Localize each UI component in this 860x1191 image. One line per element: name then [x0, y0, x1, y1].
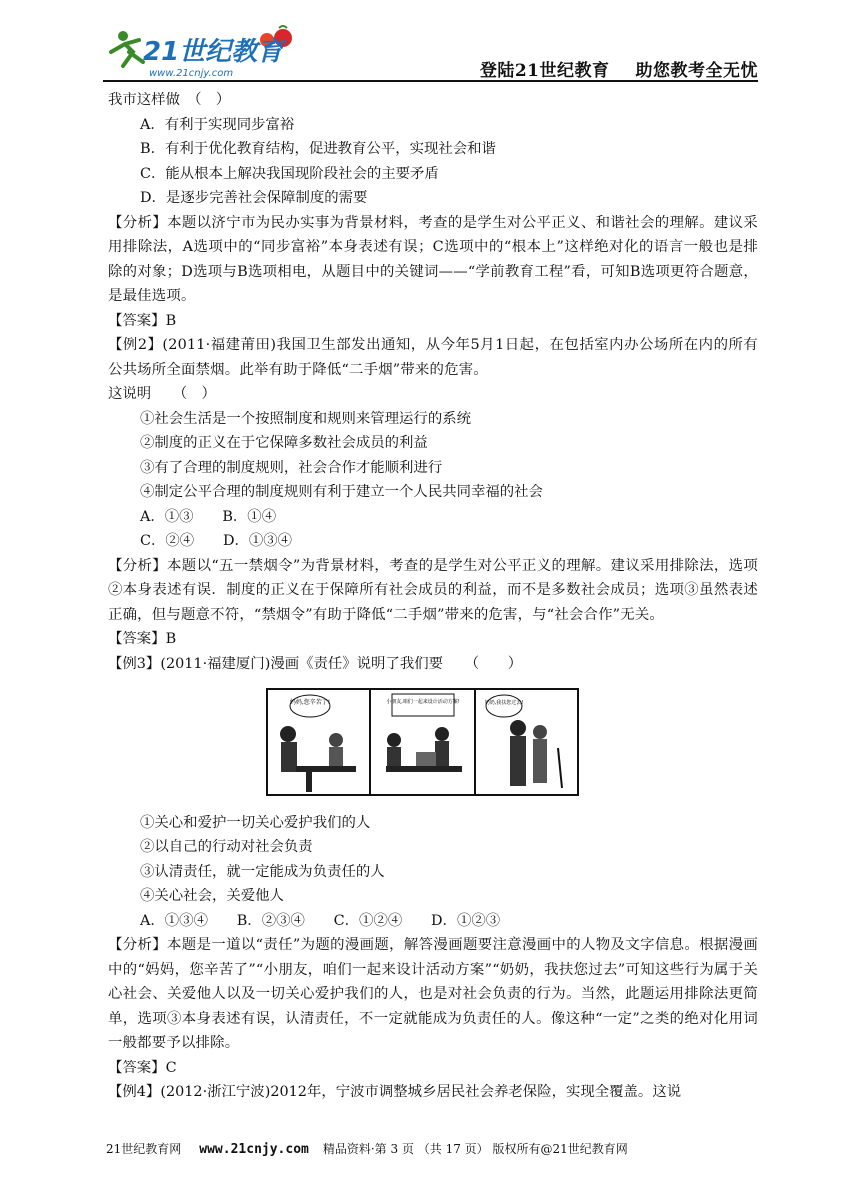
q1-option-c: C．能从根本上解决我国现阶段社会的主要矛盾	[140, 165, 439, 182]
header-slogan	[480, 56, 758, 81]
q2-stem: 【例2】(2011·福建莆田)我国卫生部发出通知，从今年5月1日起，在包括室内办公场所在内的所有公共场所全面禁烟。此举有助于降低“二手烟”带来的危害。	[108, 337, 758, 378]
q2-statement-4: ④制定公平合理的制度规则有利于建立一个人民共同幸福的社会	[140, 484, 543, 500]
slogan-motto: 助您教考全无忧	[635, 61, 758, 81]
page-footer	[106, 1140, 628, 1157]
q3-stem: 【例3】(2011·福建厦门)漫画《责任》说明了我们要 （ ）	[108, 655, 523, 672]
q1-option-b: B．有利于优化教育结构，促进教育公平，实现社会和谐	[140, 141, 496, 157]
q2-options-row-1: A．①③ B．①④	[140, 508, 277, 525]
q1-option-d: D．是逐步完善社会保障制度的需要	[140, 190, 368, 206]
slogan-login: 登陆21世纪教育	[479, 61, 610, 81]
footer-left: 21世纪教育网	[106, 1142, 182, 1156]
q1-analysis: 【分析】本题以济宁市为民办实事为背景材料，考查的是学生对公平正义、和谐社会的理解。建议采用排除法，A选项中的“同步富裕”本身表述有误；C选项中的“根本上”这样绝对化的语言一般也是排除的对象；D选项与B选项相电，从题目中的关键词——“学前教育工程”看，可知B选项更符合题意，是最佳选项。	[108, 214, 758, 304]
q3-options: A．①③④ B．②③④ C．①②④ D．①②③	[140, 912, 501, 929]
q2-options-row-2: C．②④ D．①③④	[140, 533, 293, 549]
comic-bubble-1: 妈妈,您辛苦了!	[289, 699, 331, 706]
comic-responsibility	[266, 688, 579, 796]
page-content	[108, 88, 758, 1105]
footer-right: 精品资料·第 3 页 （共 17 页） 版权所有@21世纪教育网	[322, 1142, 628, 1156]
q1-answer: 【答案】B	[108, 312, 177, 329]
q3-statement-4: ④关心社会，关爱他人	[140, 888, 284, 904]
q2-statement-3: ③有了合理的制度规则，社会合作才能顺利进行	[140, 459, 443, 476]
q2-statement-1: ①社会生活是一个按照制度和规则来管理运行的系统	[140, 410, 471, 427]
q2-statement-2: ②制度的正义在于它保障多数社会成员的利益	[140, 435, 428, 451]
q3-analysis: 【分析】本题是一道以“责任”为题的漫画题，解答漫画题要注意漫画中的人物及文字信息。根据漫画中的“妈妈，您辛苦了”“小朋友，咱们一起来设计活动方案”“奶奶，我扶您过去”可知这些行为属于关心社会、关爱他人以及一切关心爱护我们的人，也是对社会负责的行为。当然，此题运用排除法更简单，选项③本身表述有误，认清责任，不一定就能成为负责任的人。像这种“一定”之类的绝对化用词一般都要予以排除。	[108, 937, 758, 1051]
q3-statement-1: ①关心和爱护一切关心爱护我们的人	[140, 814, 371, 831]
logo-url: www.21cnjy.com	[149, 68, 234, 79]
logo-text: 21世纪教育	[143, 37, 284, 67]
q3-answer: 【答案】C	[108, 1059, 177, 1076]
q3-statement-3: ③认清责任，就一定能成为负责任的人	[140, 863, 385, 880]
comic-bubble-2: 小朋友,咱们一起来设计活动方案!	[386, 699, 460, 705]
q2-analysis: 【分析】本题以“五一禁烟令”为背景材料，考查的是学生对公平正义的理解。建议采用排除法，选项②本身表述有误．制度的正义在于保障所有社会成员的利益，而不是多数社会成员；选项③虽然表述正确，但与题意不符，“禁烟令”有助于降低“二手烟”带来的危害，与“社会合作”无关。	[108, 557, 758, 623]
q2-stem-tail: 这说明 （ ）	[108, 386, 216, 402]
q3-statement-2: ②以自己的行动对社会负责	[140, 839, 313, 855]
q1-option-a: A．有利于实现同步富裕	[140, 116, 295, 133]
page-header	[103, 22, 758, 80]
site-logo	[103, 22, 303, 80]
comic-bubble-3: 奶奶,我扶您过去!	[484, 700, 524, 706]
footer-site-link[interactable]: www.21cnjy.com	[199, 1142, 309, 1157]
q4-stem: 【例4】(2012·浙江宁波)2012年，宁波市调整城乡居民社会养老保险，实现全覆盖。这说	[108, 1084, 682, 1100]
header-divider	[103, 80, 758, 82]
q2-answer: 【答案】B	[108, 631, 177, 647]
q1-stem-tail: 我市这样做 （ ）	[108, 92, 231, 108]
